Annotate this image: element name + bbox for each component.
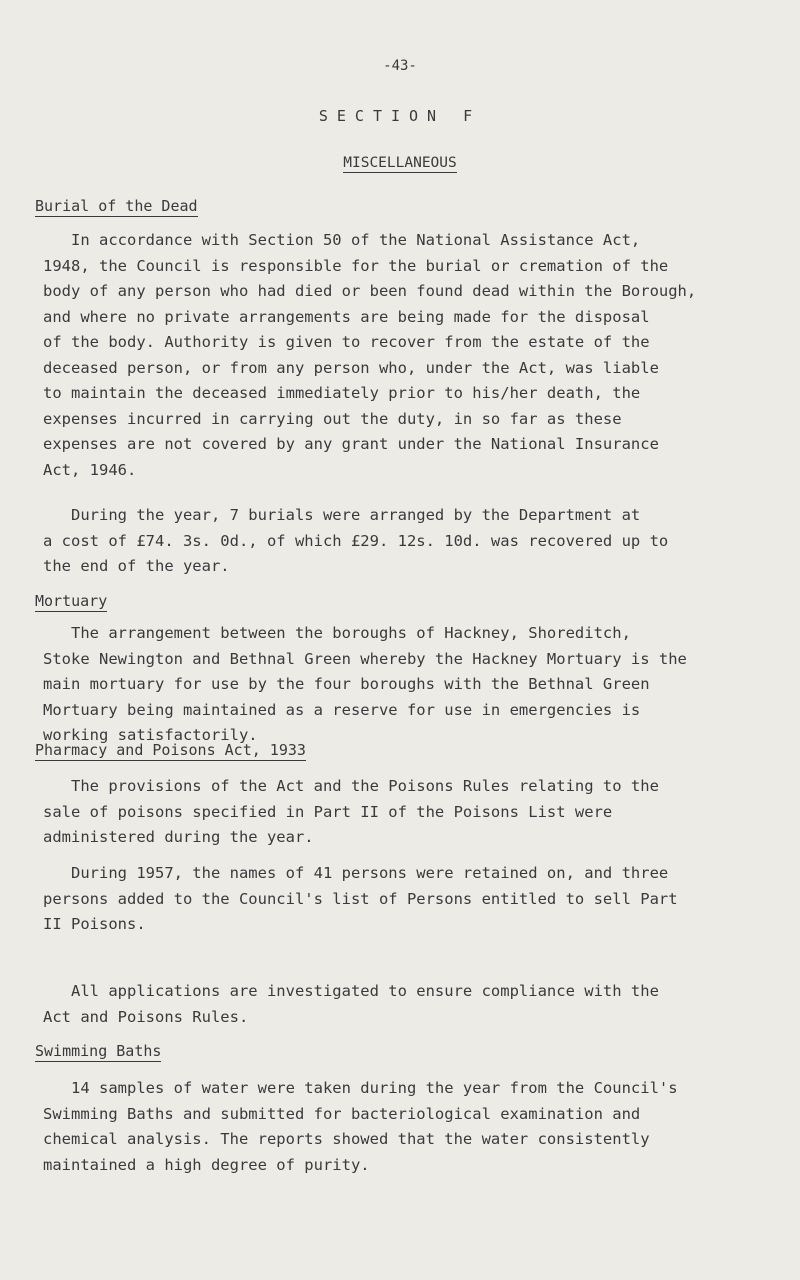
- text-line: In accordance with Section 50 of the National Assistance Act,: [43, 231, 641, 249]
- text-line: the end of the year.: [43, 557, 230, 575]
- paragraph-mortuary-1: [43, 621, 763, 749]
- text-line: Stoke Newington and Bethnal Green whereby the Hackney Mortuary is the: [43, 649, 687, 668]
- paragraph-swimming-1: [43, 1076, 763, 1178]
- text-line: sale of poisons specified in Part II of the Poisons List were: [43, 802, 613, 821]
- text-line: All applications are investigated to ensure compliance with the: [43, 982, 659, 1000]
- text-line: to maintain the deceased immediately prior to his/her death, the: [43, 384, 641, 402]
- text-line: 1948, the Council is responsible for the burial or cremation of the: [43, 256, 669, 275]
- text-line: maintained a high degree of purity.: [43, 1155, 370, 1174]
- text-line: body of any person who had died or been found dead within the Borough,: [43, 282, 697, 300]
- text-line: administered during the year.: [43, 828, 314, 846]
- text-line: II Poisons.: [43, 915, 146, 933]
- section-title: SECTION F: [318, 107, 482, 125]
- text-line: 14 samples of water were taken during the year from the Council's: [43, 1079, 678, 1097]
- text-line: The arrangement between the boroughs of Hackney, Shoreditch,: [43, 624, 631, 642]
- paragraph-pharmacy-3: [43, 979, 763, 1030]
- text-line: expenses are not covered by any grant under the National Insurance: [43, 435, 659, 453]
- text-line: Act and Poisons Rules.: [43, 1007, 249, 1026]
- paragraph-burial-2: [43, 503, 763, 580]
- heading-swimming: Swimming Baths: [35, 1042, 162, 1060]
- text-line: a cost of £74. 3s. 0d., of which £29. 12s. 10d. was recovered up to: [43, 531, 669, 550]
- heading-pharmacy: Pharmacy and Poisons Act, 1933: [35, 741, 306, 759]
- text-line: main mortuary for use by the four boroughs with the Bethnal Green: [43, 675, 650, 693]
- text-line: Act, 1946.: [43, 460, 137, 479]
- text-line: deceased person, or from any person who, under the Act, was liable: [43, 358, 659, 377]
- text-line: expenses incurred in carrying out the duty, in so far as these: [43, 409, 622, 428]
- heading-mortuary: Mortuary: [35, 592, 108, 610]
- heading-burial: Burial of the Dead: [35, 197, 198, 215]
- text-line: During the year, 7 burials were arranged by the Department at: [43, 506, 641, 524]
- text-line: The provisions of the Act and the Poisons Rules relating to the: [43, 777, 659, 795]
- page-number: -43-: [383, 58, 417, 74]
- text-line: chemical analysis. The reports showed that the water consistently: [43, 1130, 650, 1148]
- text-line: Swimming Baths and submitted for bacteriological examination and: [43, 1104, 641, 1123]
- text-line: During 1957, the names of 41 persons were retained on, and three: [43, 864, 669, 882]
- text-line: working satisfactorily.: [43, 726, 258, 744]
- paragraph-burial-1: [43, 228, 763, 483]
- paragraph-pharmacy-2: [43, 861, 763, 938]
- paragraph-pharmacy-1: [43, 774, 763, 851]
- text-line: and where no private arrangements are being made for the disposal: [43, 307, 650, 326]
- section-subtitle: [0, 155, 800, 171]
- section-subtitle-text: MISCELLANEOUS: [343, 155, 457, 171]
- text-line: persons added to the Council's list of Persons entitled to sell Part: [43, 889, 678, 908]
- text-line: Mortuary being maintained as a reserve for use in emergencies is: [43, 700, 641, 719]
- text-line: of the body. Authority is given to recover from the estate of the: [43, 333, 650, 351]
